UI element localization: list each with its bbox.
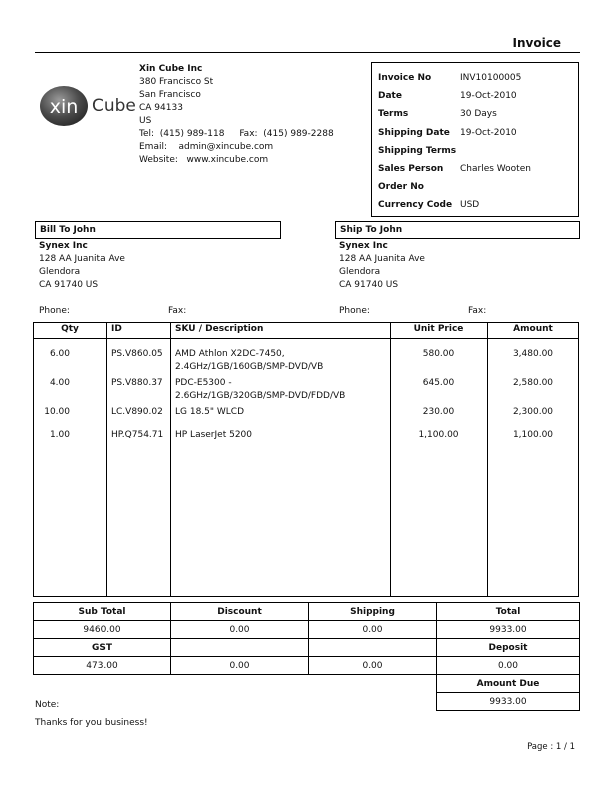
fax-value: (415) 989-2288 (263, 129, 334, 139)
description-line-2: 2.4GHz/1GB/160GB/SMP-DVD/VB (175, 362, 324, 372)
meta-row-shipping-terms: Shipping Terms (378, 145, 457, 156)
ship-to-header: Ship To John (335, 221, 580, 239)
meta-row-currency-code: Currency Code USD (378, 200, 480, 211)
meta-row-shipping-date: Shipping Date 19-Oct-2010 (378, 127, 517, 138)
ship-to-address-line: CA 91740 US (339, 280, 399, 290)
company-website-row (139, 154, 334, 167)
id-cell: LC.V890.02 (111, 407, 163, 417)
column-header-qty: Qty (61, 324, 79, 334)
ship-to-address-line: Glendora (339, 267, 381, 277)
company-address-line: US (139, 116, 152, 126)
company-address-line: CA 94133 (139, 103, 183, 113)
company-info (139, 63, 334, 167)
meta-row-sales-person: Sales Person Charles Wooten (378, 164, 531, 175)
website-value: www.xincube.com (186, 155, 269, 165)
company-address-line: San Francisco (139, 90, 201, 100)
note-label: Note: (35, 700, 60, 710)
svg-text:Cube: Cube (92, 96, 136, 116)
deposit-value: 0.00 (437, 657, 580, 675)
amount-cell: 3,480.00 (512, 349, 554, 359)
company-name: Xin Cube Inc (139, 64, 203, 74)
description-line-1: PDC-E5300 - (175, 378, 232, 388)
email-label: Email: (139, 142, 168, 152)
amount-due-label: Amount Due (437, 675, 580, 693)
description-line-1: LG 18.5" WLCD (175, 407, 245, 417)
meta-row-terms: Terms 30 Days (378, 109, 497, 120)
unit-price-cell: 1,100.00 (418, 430, 459, 440)
unit-price-cell: 580.00 (422, 349, 455, 359)
meta-row-order-no: Order No (378, 182, 424, 193)
meta-row-invoice-no: Invoice No INV10100005 (378, 73, 522, 84)
column-header-amount: Amount (513, 324, 553, 334)
id-cell: PS.V860.05 (111, 349, 163, 359)
company-email-row (139, 141, 334, 154)
empty-cell (171, 639, 309, 657)
ship-to-address-line: 128 AA Juanita Ave (339, 254, 425, 264)
description-line-2: 2.6GHz/1GB/320GB/SMP-DVD/FDD/VB (175, 391, 346, 401)
ship-to-phone-label: Phone: (339, 306, 370, 316)
page-number: Page : 1 / 1 (527, 742, 575, 752)
sub-total-value: 9460.00 (34, 621, 171, 639)
qty-cell: 10.00 (44, 407, 70, 417)
bill-to-address-line: Glendora (39, 267, 81, 277)
ship-to-company: Synex Inc (339, 241, 388, 251)
company-logo (38, 82, 138, 128)
bill-to-fax-label: Fax: (168, 306, 187, 316)
xincube-logo-icon (38, 82, 138, 128)
bill-to-section (35, 221, 281, 292)
ship-to-fax-label: Fax: (468, 306, 487, 316)
column-divider (487, 322, 488, 596)
column-divider (390, 322, 391, 596)
amount-cell: 1,100.00 (512, 430, 554, 440)
column-header-unit-price: Unit Price (413, 324, 464, 334)
discount-label: Discount (171, 603, 309, 621)
bill-to-header: Bill To John (35, 221, 281, 239)
discount-value: 0.00 (171, 621, 309, 639)
gst-discount-value: 0.00 (171, 657, 309, 675)
column-header-sku-description: SKU / Description (175, 324, 264, 334)
column-divider (106, 322, 107, 596)
fax-label: Fax: (239, 129, 258, 139)
ship-to-section (335, 221, 580, 292)
tel-value: (415) 989-118 (159, 129, 225, 139)
amount-cell: 2,580.00 (512, 378, 554, 388)
column-header-id: ID (111, 324, 122, 334)
qty-cell: 6.00 (49, 349, 70, 359)
shipping-label: Shipping (309, 603, 437, 621)
line-items-table (33, 322, 579, 597)
total-label: Total (437, 603, 580, 621)
amount-due-value: 9933.00 (437, 693, 580, 711)
thanks-message: Thanks for you business! (35, 718, 148, 728)
meta-row-date: Date 19-Oct-2010 (378, 91, 517, 102)
description-line-1: AMD Athlon X2DC-7450, (175, 349, 285, 359)
company-address-line: 380 Francisco St (139, 77, 214, 87)
company-phone-row (139, 128, 334, 141)
sub-total-label: Sub Total (34, 603, 171, 621)
unit-price-cell: 645.00 (422, 378, 455, 388)
document-title: Invoice (512, 36, 561, 50)
qty-cell: 4.00 (49, 378, 70, 388)
email-value: admin@xincube.com (178, 142, 274, 152)
svg-text:xin: xin (49, 96, 79, 118)
total-value: 9933.00 (437, 621, 580, 639)
description-line-1: HP LaserJet 5200 (175, 430, 252, 440)
invoice-meta-box (371, 62, 579, 217)
gst-shipping-value: 0.00 (309, 657, 437, 675)
tel-label: Tel: (139, 129, 155, 139)
bill-to-address-line: 128 AA Juanita Ave (39, 254, 125, 264)
id-cell: PS.V880.37 (111, 378, 163, 388)
unit-price-cell: 230.00 (422, 407, 455, 417)
empty-cell (309, 639, 437, 657)
id-cell: HP.Q754.71 (111, 430, 164, 440)
totals-table (33, 602, 579, 711)
bill-to-company: Synex Inc (39, 241, 88, 251)
amount-cell: 2,300.00 (512, 407, 554, 417)
title-divider (35, 52, 580, 53)
bill-to-phone-label: Phone: (39, 306, 70, 316)
qty-cell: 1.00 (49, 430, 70, 440)
bill-to-address-line: CA 91740 US (39, 280, 99, 290)
column-divider (170, 322, 171, 596)
deposit-label: Deposit (437, 639, 580, 657)
gst-value: 473.00 (34, 657, 171, 675)
shipping-value: 0.00 (309, 621, 437, 639)
gst-label: GST (34, 639, 171, 657)
website-label: Website: (139, 155, 178, 165)
